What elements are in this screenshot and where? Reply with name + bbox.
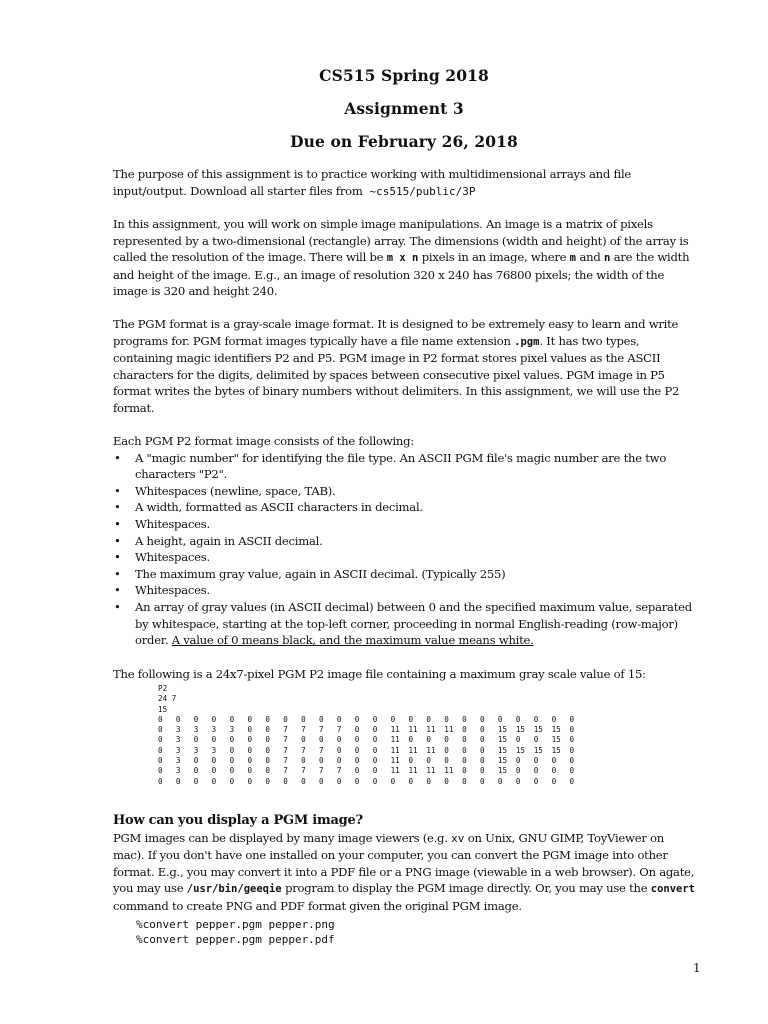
pgm-value: 0 <box>426 776 431 786</box>
pgm-value: 0 <box>551 714 557 724</box>
pgm-value: 0 <box>444 756 449 766</box>
pgm-value: 0 <box>336 735 342 745</box>
format-part1: The PGM format is a gray-scale image format. It is designed to be extremely easy to learn and write programs for. PGM format images typically have a file name extension <box>113 317 679 348</box>
pgm-value: 0 <box>354 756 360 766</box>
pgm-value: 0 <box>193 766 199 776</box>
pgm-value: 0 <box>158 776 163 786</box>
pgm-value: 0 <box>533 766 539 776</box>
pgm-value: 0 <box>408 735 414 745</box>
pgm-value: 0 <box>533 776 539 786</box>
pgm-value: 7 <box>336 766 342 776</box>
components-intro: Each PGM P2 format image consists of the following: <box>113 434 414 448</box>
display-text-1: PGM images can be displayed by many image viewers (e.g. <box>113 830 448 845</box>
pgm-row <box>158 735 587 745</box>
pgm-value: 0 <box>551 776 557 786</box>
pgm-value: 3 <box>193 725 199 735</box>
pgm-value: 0 <box>247 766 253 776</box>
and-word: and <box>579 250 601 265</box>
pgm-value: 0 <box>408 714 414 724</box>
pgm-value: 0 <box>229 714 235 724</box>
example-caption: The following is a 24x7-pixel PGM P2 image file containing a maximum gray scale value of 15: <box>113 667 646 681</box>
pgm-value: 0 <box>283 776 288 786</box>
pgm-value: 3 <box>193 745 199 755</box>
pgm-value: 0 <box>158 766 163 776</box>
xv-command: xv <box>451 831 465 845</box>
pgm-value: 7 <box>283 756 288 766</box>
pgm-value: 11 <box>390 725 400 735</box>
pgm-value: 0 <box>247 725 253 735</box>
convert-png-command: %convert pepper.pgm pepper.png <box>136 918 335 931</box>
pgm-value: 0 <box>480 745 485 755</box>
pgm-value: 0 <box>265 745 270 755</box>
pgm-value: 0 <box>426 714 431 724</box>
pgm-value: 0 <box>444 735 449 745</box>
pgm-value: 0 <box>480 776 485 786</box>
pgm-dims-line: 24 7 <box>158 694 177 704</box>
pgm-value: 0 <box>158 756 163 766</box>
pgm-value: 11 <box>408 725 418 735</box>
pgm-extension: .pgm <box>514 335 540 348</box>
pgm-format-paragraph <box>113 316 698 417</box>
pgm-value: 0 <box>211 776 217 786</box>
pgm-value: 0 <box>175 714 181 724</box>
pgm-value: 7 <box>336 725 342 735</box>
pgm-value: 0 <box>480 756 485 766</box>
pgm-value: 3 <box>229 725 235 735</box>
pgm-value: 11 <box>408 745 418 755</box>
pgm-value: 15 <box>533 745 543 755</box>
pgm-value: 7 <box>301 745 306 755</box>
pgm-value: 7 <box>283 735 288 745</box>
resolution-part2: pixels in an image, where <box>421 250 567 265</box>
pgm-value: 0 <box>265 714 270 724</box>
convert-command: convert <box>650 883 696 896</box>
pgm-value: 11 <box>426 745 436 755</box>
pgm-value: 15 <box>497 745 508 755</box>
pgm-value: 0 <box>533 714 539 724</box>
components-list <box>113 450 698 649</box>
pgm-value: 3 <box>211 745 217 755</box>
pgm-value: 0 <box>462 735 467 745</box>
pgm-value: 0 <box>569 756 575 766</box>
pgm-value: 15 <box>497 735 508 745</box>
pgm-value: 0 <box>336 776 342 786</box>
pgm-value: 15 <box>497 725 508 735</box>
mxn-term: m x n <box>386 252 419 265</box>
pgm-value: 0 <box>354 714 360 724</box>
pgm-value: 7 <box>319 766 324 776</box>
list-item: • The maximum gray value, again in ASCII decimal. (Typically 255) <box>113 566 698 583</box>
pgm-value: 3 <box>175 766 181 776</box>
pgm-value: 0 <box>515 776 521 786</box>
pgm-value: 0 <box>336 745 342 755</box>
pgm-value: 0 <box>301 735 306 745</box>
pgm-value: 15 <box>551 735 561 745</box>
pgm-value: 0 <box>462 725 467 735</box>
pgm-value: 0 <box>229 735 235 745</box>
pgm-value: 0 <box>336 756 342 766</box>
pgm-value: 3 <box>175 725 181 735</box>
pgm-value: 0 <box>480 766 485 776</box>
pgm-value: 0 <box>569 714 575 724</box>
pgm-row <box>158 756 587 766</box>
pgm-value: 0 <box>569 735 575 745</box>
pgm-value: 0 <box>480 714 485 724</box>
pgm-value: 0 <box>390 714 396 724</box>
pgm-value: 0 <box>247 776 253 786</box>
pgm-value: 0 <box>211 766 217 776</box>
pgm-value: 0 <box>301 776 306 786</box>
pgm-value: 3 <box>175 756 181 766</box>
pgm-value: 0 <box>229 745 235 755</box>
pgm-value: 7 <box>283 745 288 755</box>
pgm-value: 0 <box>158 745 163 755</box>
pgm-row <box>158 746 587 756</box>
pgm-value: 7 <box>283 766 288 776</box>
pgm-value: 3 <box>175 745 181 755</box>
list-item: • Whitespaces (newline, space, TAB). <box>113 483 698 500</box>
pgm-value: 0 <box>193 756 199 766</box>
pgm-value: 0 <box>480 725 485 735</box>
intro-paragraph <box>113 166 698 200</box>
pgm-value: 0 <box>336 714 342 724</box>
pgm-value: 0 <box>354 776 360 786</box>
pgm-value: 0 <box>515 714 521 724</box>
pgm-value: 0 <box>408 776 414 786</box>
pgm-max-line: 15 <box>158 704 168 714</box>
pgm-value: 0 <box>533 735 539 745</box>
pgm-value: 0 <box>283 714 288 724</box>
convert-pdf-command: %convert pepper.pgm pepper.pdf <box>136 933 335 946</box>
pgm-value: 0 <box>372 725 378 735</box>
list-item: • A height, again in ASCII decimal. <box>113 533 698 550</box>
resolution-part1: In this assignment, you will work on simple image manipulations. An image is a matrix of pixels represented by a two-dimensional (rectangle) array. The dimensions (width and height) of the array is called the resolution of the image. There will be <box>113 217 689 265</box>
pgm-value: 0 <box>515 756 521 766</box>
pgm-value: 11 <box>390 756 400 766</box>
resolution-paragraph <box>113 216 698 300</box>
pgm-value: 0 <box>551 766 557 776</box>
pgm-value: 0 <box>211 735 217 745</box>
pgm-magic-line: P2 <box>158 684 168 693</box>
pgm-row <box>158 715 587 725</box>
list-item: • A width, formatted as ASCII characters in decimal. <box>113 499 698 516</box>
pgm-value: 0 <box>462 766 467 776</box>
pgm-value: 0 <box>265 756 270 766</box>
display-text-3: program to display the PGM image directly. Or, you may use the <box>285 881 648 896</box>
pgm-value: 0 <box>462 776 467 786</box>
pgm-value: 11 <box>408 766 418 776</box>
pgm-value: 0 <box>265 725 270 735</box>
pgm-row <box>158 725 587 735</box>
components-section <box>113 433 698 649</box>
pgm-value: 0 <box>408 756 414 766</box>
pgm-value: 0 <box>247 735 253 745</box>
pgm-value: 11 <box>390 766 400 776</box>
pgm-value: 0 <box>569 725 575 735</box>
pgm-value: 0 <box>158 725 163 735</box>
pgm-value: 0 <box>462 756 467 766</box>
starter-path: ~cs515/public/3P <box>369 184 476 198</box>
list-item <box>113 599 698 649</box>
pgm-value: 0 <box>515 735 521 745</box>
pgm-value: 0 <box>354 735 360 745</box>
pgm-value: 7 <box>301 725 306 735</box>
pgm-value: 0 <box>247 714 253 724</box>
pgm-value: 11 <box>444 766 454 776</box>
format-part2: . It has two types, containing magic identifiers P2 and P5. PGM image in P2 format stores pixel values as the ASCII characters for the digits, delimited by spaces between consecutive pixel values. PGM image in P5 format writes the bytes of binary numbers without delimiters. In this assignment, we will use the P2 format. <box>113 333 680 415</box>
display-text-4: command to create PNG and PDF format given the original PGM image. <box>113 898 522 913</box>
pgm-value: 7 <box>319 745 324 755</box>
pgm-value: 0 <box>265 766 270 776</box>
pgm-value: 0 <box>319 776 324 786</box>
course-title: CS515 Spring 2018 <box>319 66 489 85</box>
pgm-value: 0 <box>175 776 181 786</box>
pgm-value: 0 <box>229 766 235 776</box>
pgm-value: 0 <box>372 745 378 755</box>
pgm-value: 0 <box>497 776 503 786</box>
pgm-value: 0 <box>211 756 217 766</box>
due-date: Due on February 26, 2018 <box>290 132 518 151</box>
pgm-value: 0 <box>229 756 235 766</box>
pgm-value: 0 <box>390 776 396 786</box>
pgm-example-file <box>158 684 587 787</box>
pgm-value: 0 <box>372 756 378 766</box>
pgm-value: 0 <box>480 735 485 745</box>
assignment-title: Assignment 3 <box>344 99 464 118</box>
pgm-row <box>158 777 587 787</box>
pgm-value: 7 <box>301 766 306 776</box>
pgm-value: 3 <box>175 735 181 745</box>
pgm-value: 3 <box>211 725 217 735</box>
pgm-value: 15 <box>515 725 525 735</box>
pgm-value: 7 <box>283 725 288 735</box>
n-term: n <box>603 252 611 265</box>
pgm-value: 0 <box>444 714 449 724</box>
pgm-value: 0 <box>193 714 199 724</box>
pgm-value: 0 <box>444 776 449 786</box>
pgm-value: 0 <box>372 776 378 786</box>
pgm-value: 0 <box>569 745 575 755</box>
pgm-value: 0 <box>462 745 467 755</box>
gray-values-text: An array of gray values (in ASCII decimal) between 0 and the specified maximum value, separated by whitespace, starting at the top-left corner, proceeding in normal English-reading (row-major) order. <box>135 599 692 648</box>
display-text-2: on Unix, GNU GIMP, ToyViewer on mac). If you don't have one installed on your computer, you can convert the PGM image into other format. E.g., you may convert it into a PDF file or a PNG image (viewable in a web browser). On agate, you may use <box>113 830 695 896</box>
pgm-value: 0 <box>462 714 467 724</box>
pgm-value: 0 <box>426 756 431 766</box>
pgm-value: 0 <box>569 766 575 776</box>
pgm-value: 0 <box>247 756 253 766</box>
resolution-part3: are the width and height of the image. E.g., an image of resolution 320 x 240 has 76800 pixels; the width of the image is 320 and height 240. <box>113 250 690 299</box>
pgm-value: 15 <box>497 756 508 766</box>
pgm-value: 0 <box>372 766 378 776</box>
pgm-value: 0 <box>533 756 539 766</box>
pgm-value: 11 <box>390 735 400 745</box>
pgm-value: 0 <box>354 725 360 735</box>
intro-text: The purpose of this assignment is to practice working with multidimensional arrays and file input/output. Download all starter files from <box>113 167 632 198</box>
pgm-value: 0 <box>301 714 306 724</box>
pgm-value: 0 <box>515 766 521 776</box>
geeqie-path: /usr/bin/geeqie <box>186 883 282 896</box>
pgm-value: 0 <box>354 766 360 776</box>
pgm-value: 0 <box>158 714 163 724</box>
pgm-value: 0 <box>354 745 360 755</box>
pgm-value: 11 <box>426 725 436 735</box>
pgm-value: 0 <box>193 735 199 745</box>
pgm-value: 0 <box>247 745 253 755</box>
pgm-value: 0 <box>193 776 199 786</box>
pgm-value: 0 <box>229 776 235 786</box>
list-item: • Whitespaces. <box>113 582 698 599</box>
black-white-note: A value of 0 means black, and the maximum value means white. <box>171 633 534 648</box>
pgm-value: 0 <box>265 735 270 745</box>
pgm-value: 0 <box>265 776 270 786</box>
page-number: 1 <box>693 961 701 975</box>
pgm-value: 11 <box>426 766 436 776</box>
list-item: • Whitespaces. <box>113 516 698 533</box>
pgm-value: 15 <box>497 766 508 776</box>
pgm-value: 7 <box>319 725 324 735</box>
pgm-value: 0 <box>372 714 378 724</box>
pgm-value: 0 <box>301 756 306 766</box>
pgm-value: 0 <box>211 714 217 724</box>
m-term: m <box>569 252 576 265</box>
pgm-value: 15 <box>533 725 543 735</box>
pgm-value: 15 <box>551 745 561 755</box>
pgm-value: 0 <box>551 756 557 766</box>
pgm-value: 11 <box>390 745 400 755</box>
display-heading: How can you display a PGM image? <box>113 813 363 828</box>
pgm-value: 0 <box>319 714 324 724</box>
list-item: • A "magic number" for identifying the file type. An ASCII PGM file's magic number are the two characters "P2". <box>113 450 698 483</box>
pgm-value: 15 <box>515 745 525 755</box>
pgm-value: 15 <box>551 725 561 735</box>
pgm-value: 0 <box>497 714 503 724</box>
display-section <box>113 813 698 915</box>
pgm-value: 0 <box>426 735 431 745</box>
pgm-row <box>158 766 587 776</box>
pgm-value: 0 <box>319 756 324 766</box>
pgm-value: 0 <box>319 735 324 745</box>
pgm-value: 11 <box>444 725 454 735</box>
list-item: • Whitespaces. <box>113 549 698 566</box>
pgm-value: 0 <box>444 745 449 755</box>
pgm-value: 0 <box>569 776 575 786</box>
pgm-pixel-rows <box>158 715 587 787</box>
pgm-value: 0 <box>158 735 163 745</box>
pgm-value: 0 <box>372 735 378 745</box>
